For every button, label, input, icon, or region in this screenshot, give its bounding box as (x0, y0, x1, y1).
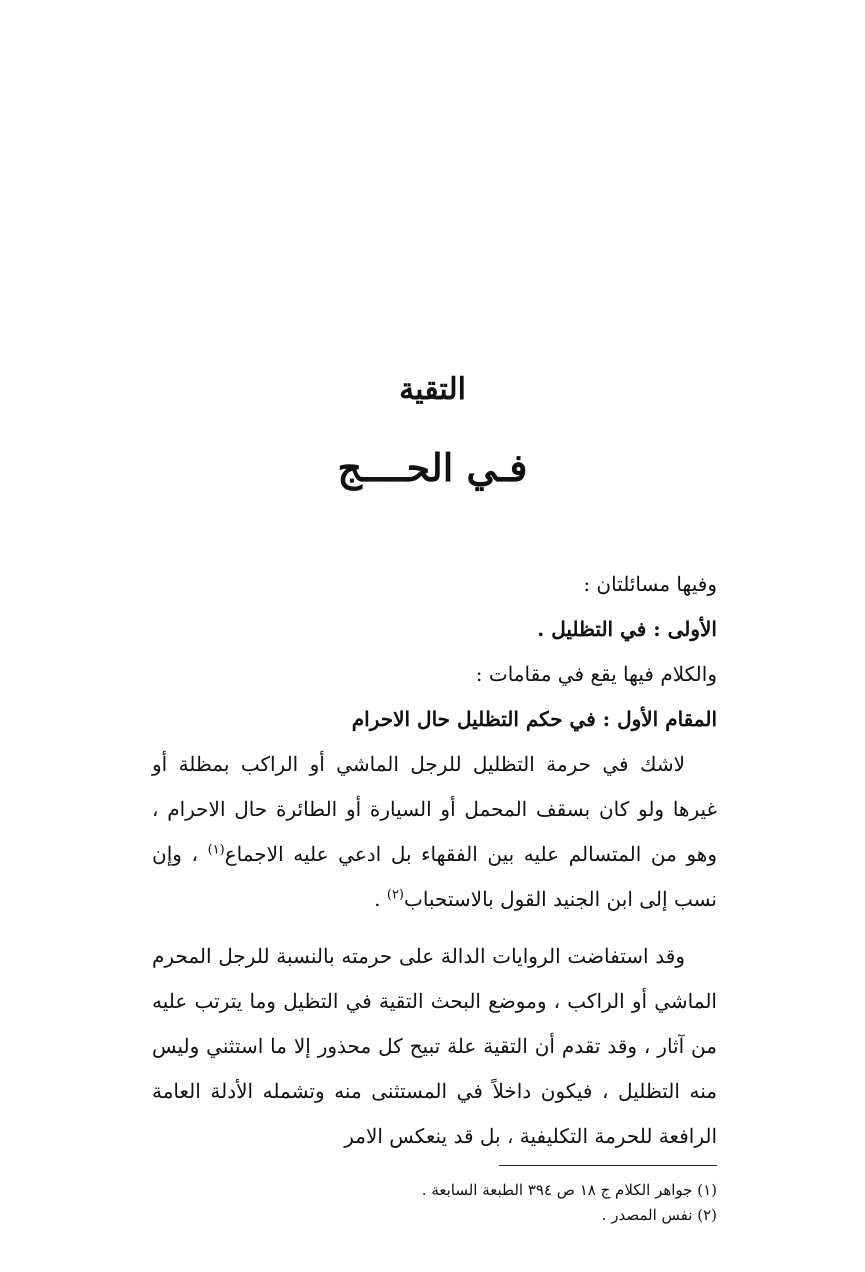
paragraph: وقد استفاضت الروايات الدالة على حرمته بالنسبة للرجل المحرم الماشي أو الراكب ، وموضع البحث التقية في التظيل وما يترتب عليه من آثار ، وقد تقدم أن التقية علة تبيح كل محذور إلا ما استثني وليس منه التظليل ، فيكون داخلاً في المستثنى منه وتشمله الأدلة العامة الرافعة للحرمة التكليفية ، بل قد ينعكس الامر (152, 944, 717, 1148)
section-heading: الأولى : في التظليل . (537, 617, 717, 641)
subsection-heading: المقام الأول : في حكم التظليل حال الاحرام (351, 707, 717, 731)
footnote: (٢) نفس المصدر . (601, 1206, 717, 1224)
paragraph (152, 742, 717, 922)
footnote-ref: (٢) (386, 887, 404, 903)
footnotes (152, 1178, 717, 1228)
intro-line: والكلام فيها يقع في مقامات : (475, 662, 717, 686)
footnote-ref: (١) (207, 842, 225, 858)
footnote-divider (499, 1165, 717, 1166)
intro-line: وفيها مسائلتان : (583, 572, 717, 596)
paragraph-text: . (374, 887, 387, 911)
paragraph-text: ، وإن نسب إلى ابن الجنيد القول بالاستحباب (152, 842, 717, 911)
body-text (152, 562, 717, 1159)
page-subtitle: فـي الحــــج (337, 445, 528, 490)
paragraph-text: لاشك في حرمة التظليل للرجل الماشي أو الراكب بمظلة أو غيرها ولو كان بسقف المحمل أو السيارة أو الطائرة حال الاحرام ، وهو من المتسالم عليه بين الفقهاء بل ادعي عليه الاجماع (152, 752, 717, 866)
footnote: (١) جواهر الكلام ج ١٨ ص ٣٩٤ الطبعة السابعة . (421, 1181, 717, 1199)
page-title: التقية (399, 372, 466, 407)
